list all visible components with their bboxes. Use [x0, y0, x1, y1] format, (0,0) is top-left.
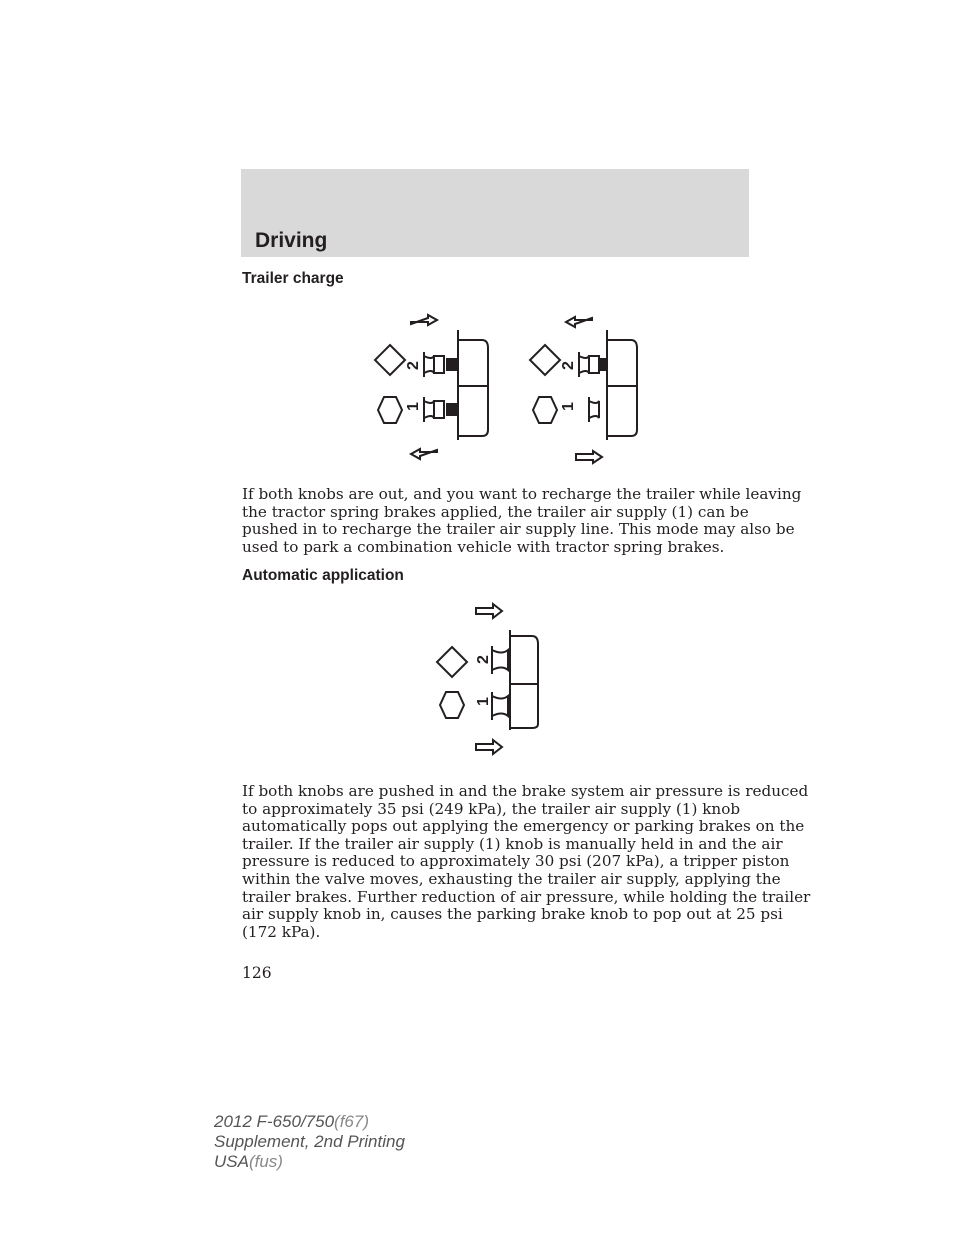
knob-2-pulled	[446, 358, 458, 371]
section-title: Driving	[255, 229, 328, 252]
arrow-left-icon	[411, 449, 437, 459]
arrow-left-icon	[411, 315, 437, 325]
knob-label-1: 1	[560, 402, 577, 411]
paragraph-trailer-charge: If both knobs are out, and you want to recharge the trailer while leaving the tractor spring brakes applied, the trailer air supply (1) can be pushed in to recharge the trailer air supply line. This mode may also be used to park a combination vehicle with tractor spring brakes.	[242, 485, 802, 556]
hexagon-knob-icon	[378, 397, 402, 423]
paragraph-automatic-application: If both knobs are pushed in and the brake system air pressure is reduced to approximately 35 psi (249 kPa), the trailer air supply (1) knob automatically pops out applying the emergency or parking brakes on the trailer. If the trailer air supply (1) knob is manually held in and the air pressure is reduced to approximately 30 psi (207 kPa), a tripper piston within the valve moves, exhausting the trailer air supply, applying the trailer brakes. Further reduction of air pressure, while holding the trailer air supply knob in, causes the parking brake knob to pop out at 25 psi (172 kPa).	[242, 782, 811, 941]
knob-label-2: 2	[560, 361, 577, 370]
knob-stem-2	[424, 352, 434, 377]
valve-housing	[510, 630, 538, 730]
diamond-knob-icon	[530, 345, 560, 375]
knob-1-pulled	[446, 403, 458, 416]
knob-label-2: 2	[405, 361, 422, 370]
automatic-application-diagram	[420, 600, 570, 760]
valve-unit-both-out	[375, 315, 488, 459]
diamond-knob-icon	[375, 345, 405, 375]
trailer-charge-diagram	[360, 300, 660, 475]
knob-1-pushed	[492, 692, 508, 720]
knob-label-2: 2	[475, 655, 492, 664]
diamond-knob-icon	[437, 647, 467, 677]
knob-label-1: 1	[405, 402, 422, 411]
arrow-right-icon	[476, 604, 502, 618]
arrow-right-icon	[576, 451, 602, 463]
hexagon-knob-icon	[533, 397, 557, 423]
knob-stem-1	[424, 397, 434, 422]
heading-trailer-charge: Trailer charge	[242, 270, 344, 287]
valve-housing	[458, 330, 488, 440]
heading-automatic-application: Automatic application	[242, 567, 404, 584]
arrow-right-icon	[476, 740, 502, 754]
arrow-left-icon	[566, 317, 592, 327]
valve-housing	[607, 330, 637, 440]
knob-2-pushed	[492, 646, 508, 674]
knob-label-1: 1	[475, 697, 492, 706]
footer-print-info: 2012 F-650/750(f67) Supplement, 2nd Printing USA(fus)	[214, 1112, 405, 1171]
knob-2-pulled	[599, 358, 607, 371]
valve-unit-supply-in	[530, 317, 637, 463]
page-number: 126	[242, 964, 272, 982]
knob-1-pushed	[589, 397, 599, 422]
hexagon-knob-icon	[440, 692, 464, 718]
